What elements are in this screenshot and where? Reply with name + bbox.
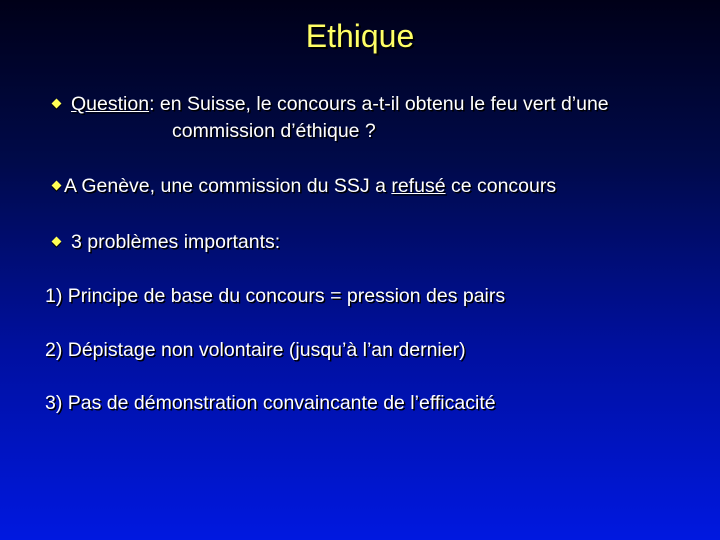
bullet-problems: 3 problèmes importants: [71,231,281,253]
slide-title: Ethique [305,18,415,54]
geneve-suffix: ce concours [445,175,557,197]
bullet-diamond-icon [52,99,62,109]
bullet-geneve [64,173,556,199]
bullet-diamond-icon [52,181,62,191]
bullet-question [71,91,609,117]
bullet-diamond-icon [52,237,62,247]
geneve-prefix: A Genève, une commission du SSJ a [64,175,392,197]
point-3: 3) Pas de démonstration convaincante de l’efficacité [45,392,496,414]
question-text-line1: : en Suisse, le concours a-t-il obtenu le feu vert d’une [149,93,609,115]
point-1: 1) Principe de base du concours = pression des pairs [45,285,506,307]
point-2: 2) Dépistage non volontaire (jusqu’à l’an dernier) [45,339,466,361]
refuse-word: refusé [391,175,446,197]
question-text-line2: commission d’éthique ? [172,120,376,142]
question-label: Question [71,93,150,115]
